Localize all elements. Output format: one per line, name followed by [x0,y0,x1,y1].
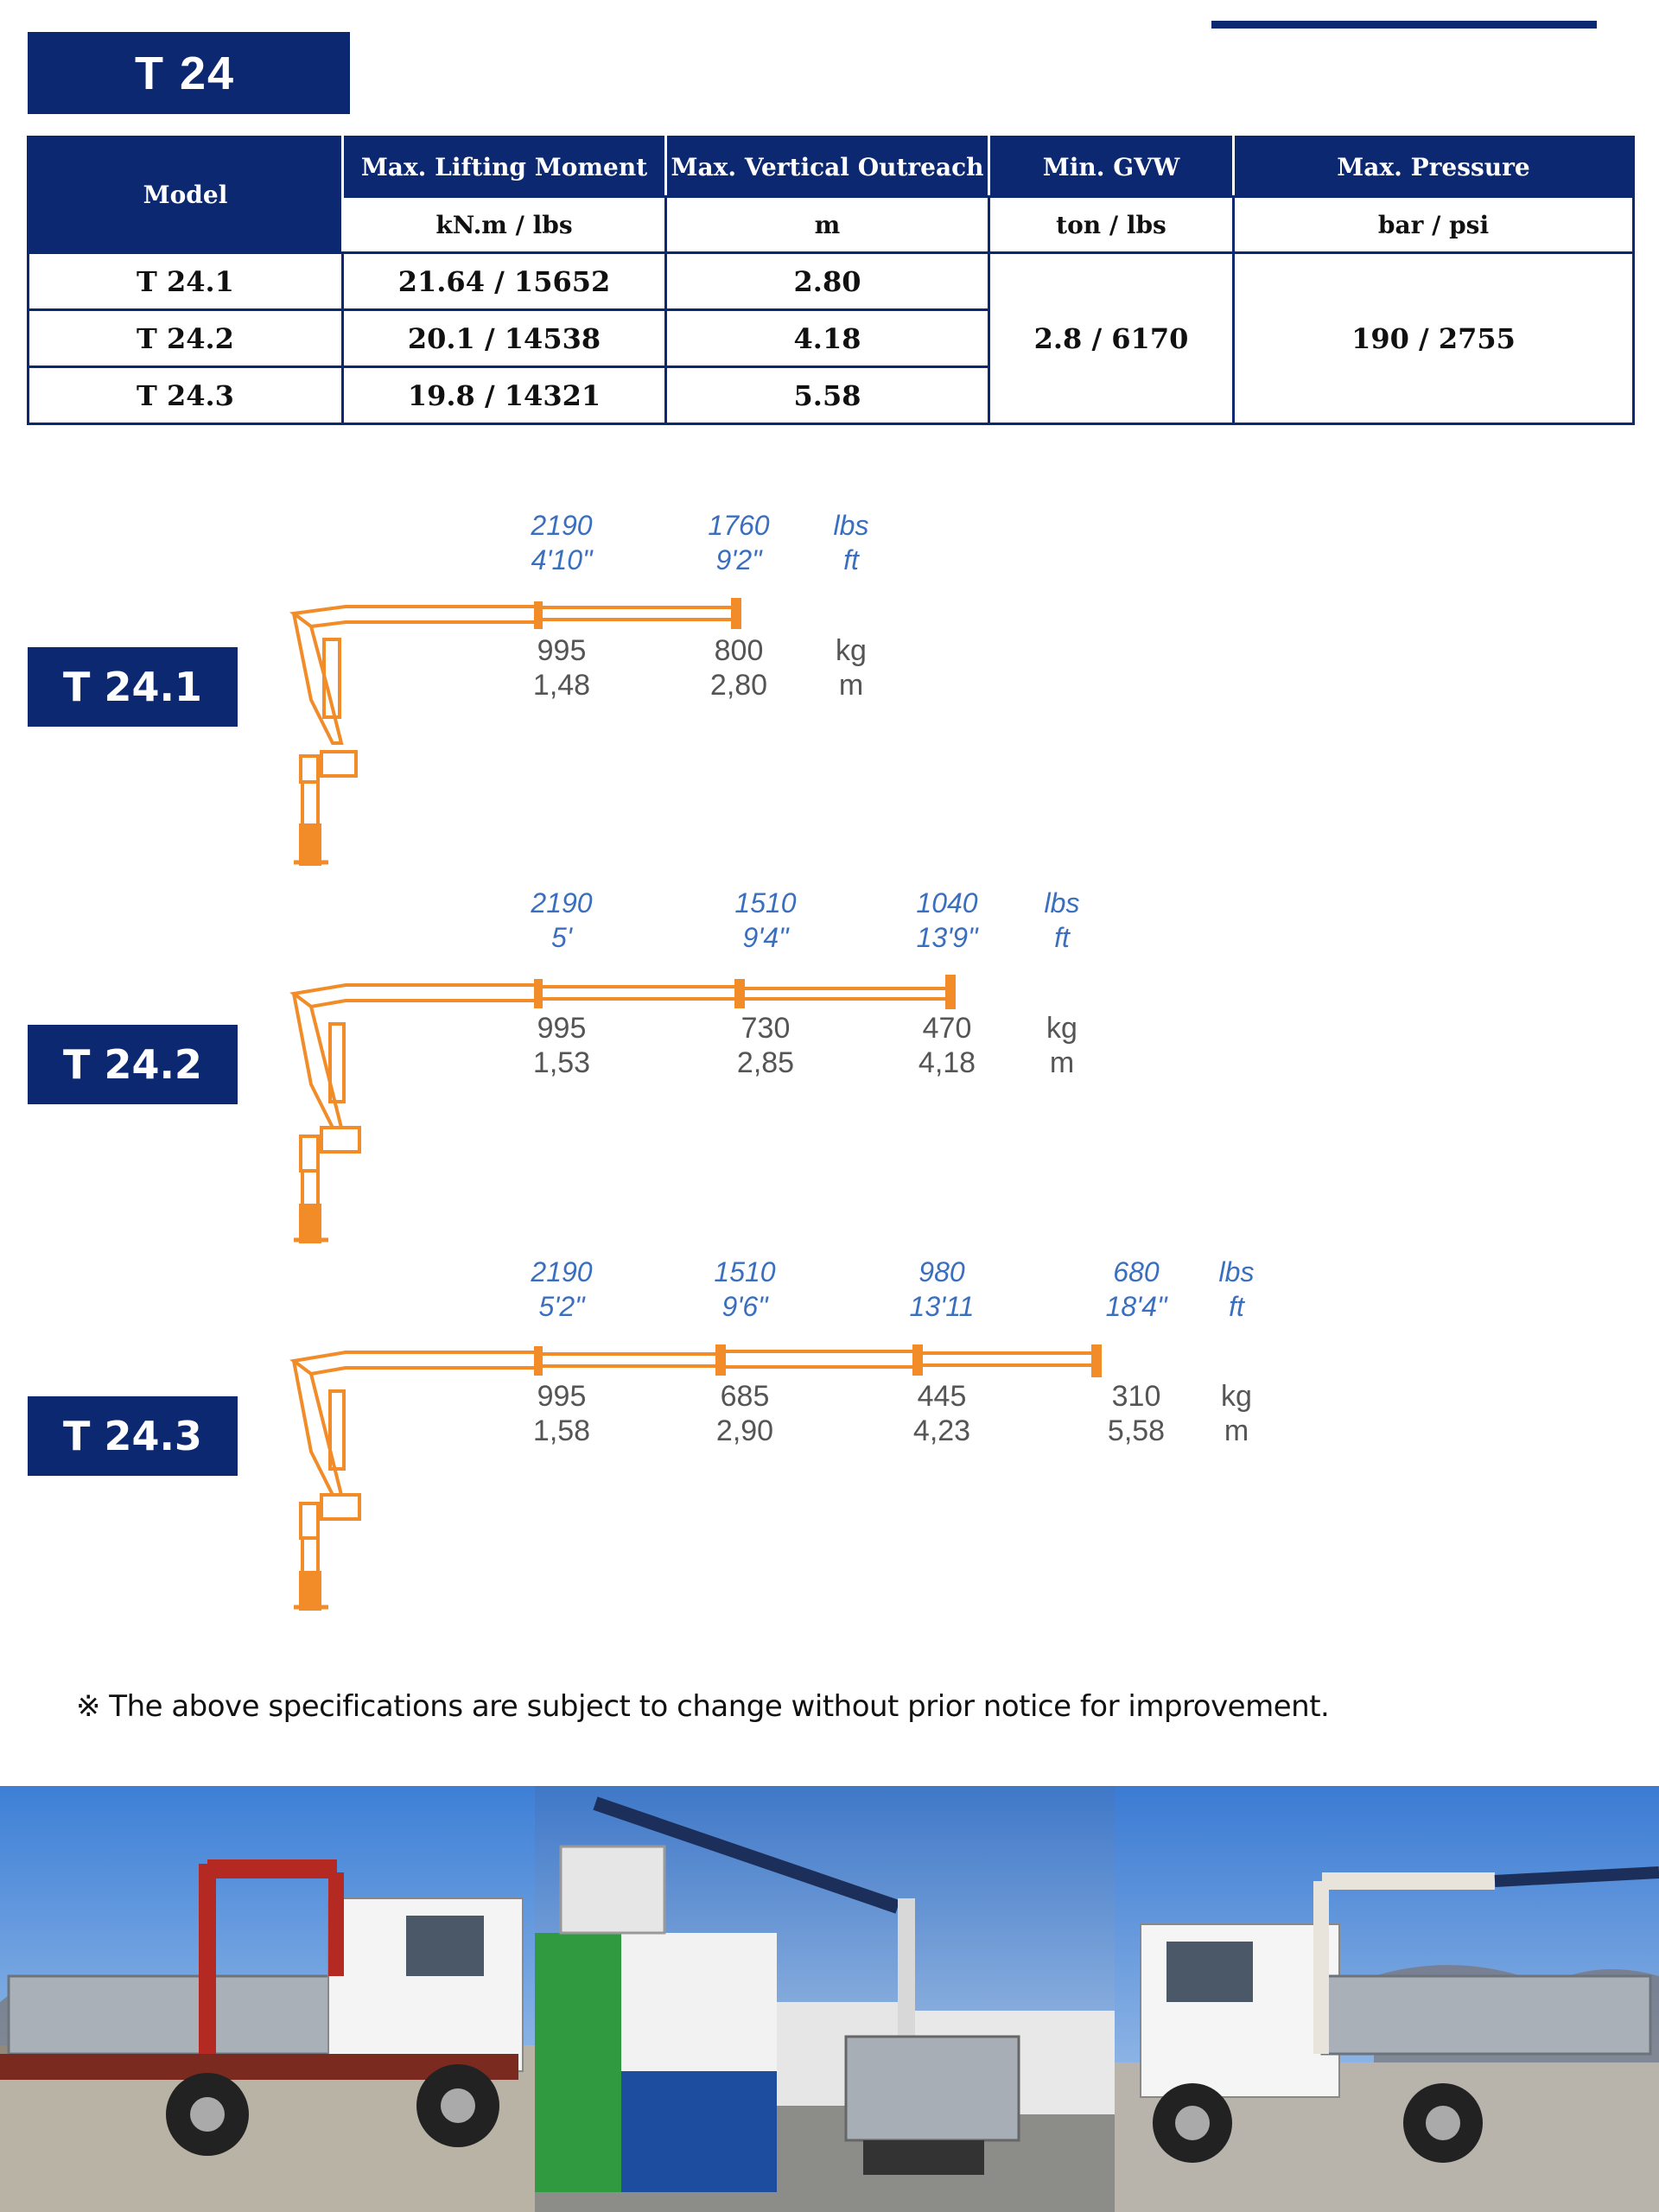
cell-moment: 20.1 / 14538 [343,310,666,367]
t243-units-top: lbs ft [1218,1256,1255,1322]
t241-p1-bottom: 995 1,48 [532,634,591,702]
cell-gvw: 2.8 / 6170 [989,253,1234,424]
t243-p2-bottom: 685 2,90 [715,1380,774,1447]
table-row [29,253,1634,310]
col-header-outreach: Max. Vertical Outreach [666,137,989,197]
unit-moment: kN.m / lbs [343,197,666,253]
t243-p3-bottom: 445 4,23 [912,1380,971,1447]
cell-moment: 19.8 / 14321 [343,367,666,424]
model-label-t241: T 24.1 [28,647,238,727]
cell-moment: 21.64 / 15652 [343,253,666,310]
col-header-gvw: Min. GVW [989,137,1234,197]
cell-model: T 24.2 [29,310,343,367]
unit-outreach: m [666,197,989,253]
photo-truck-white-crane [1115,1786,1659,2212]
t242-units-bottom: kg m [1046,1012,1077,1079]
cell-outreach: 4.18 [666,310,989,367]
t241-p1-top: 2190 4'10" [531,510,593,575]
t242-p1-top: 2190 5' [531,887,593,953]
col-header-moment: Max. Lifting Moment [343,137,666,197]
cell-model: T 24.3 [29,367,343,424]
t243-units-bottom: kg m [1221,1380,1252,1447]
t243-p1-bottom: 995 1,58 [532,1380,591,1447]
cell-model: T 24.1 [29,253,343,310]
spec-table [27,136,1635,425]
header-accent-line [1211,21,1597,29]
photo-truck-blue-crane [535,1786,1115,2212]
model-label-t243: T 24.3 [28,1396,238,1476]
t241-p2-bottom: 800 2,80 [709,634,768,702]
model-label-t242: T 24.2 [28,1025,238,1104]
t241-p2-top: 1760 9'2" [708,510,770,575]
t242-units-top: lbs ft [1044,887,1080,953]
t243-p4-bottom: 310 5,58 [1107,1380,1166,1447]
cell-outreach: 5.58 [666,367,989,424]
page-title: T 24 [28,32,350,114]
cell-pressure: 190 / 2755 [1234,253,1634,424]
table-header-row [29,137,1634,197]
t243-p3-top: 980 13'11 [909,1256,975,1322]
t242-p1-bottom: 995 1,53 [532,1012,591,1079]
crane-diagram-t243 [276,1331,1158,1616]
t243-p4-top: 680 18'4" [1105,1256,1167,1322]
t242-p2-top: 1510 9'4" [734,887,797,953]
photo-strip [0,1786,1659,2212]
t242-p2-bottom: 730 2,85 [736,1012,795,1079]
disclaimer-note: ※ The above specifications are subject to change without prior notice for improvement. [76,1689,1330,1724]
col-header-pressure: Max. Pressure [1234,137,1634,197]
t241-units-top: lbs ft [833,510,869,575]
t243-p2-top: 1510 9'6" [714,1256,776,1322]
t241-units-bottom: kg m [836,634,867,702]
photo-truck-red-crane [0,1786,535,2212]
cell-outreach: 2.80 [666,253,989,310]
crane-diagram-t241 [276,588,812,873]
t242-p3-bottom: 470 4,18 [918,1012,976,1079]
col-header-model: Model [29,137,343,253]
t243-p1-top: 2190 5'2" [531,1256,593,1322]
unit-gvw: ton / lbs [989,197,1234,253]
unit-pressure: bar / psi [1234,197,1634,253]
crane-diagram-t242 [276,963,985,1249]
t242-p3-top: 1040 13'9" [916,887,978,953]
